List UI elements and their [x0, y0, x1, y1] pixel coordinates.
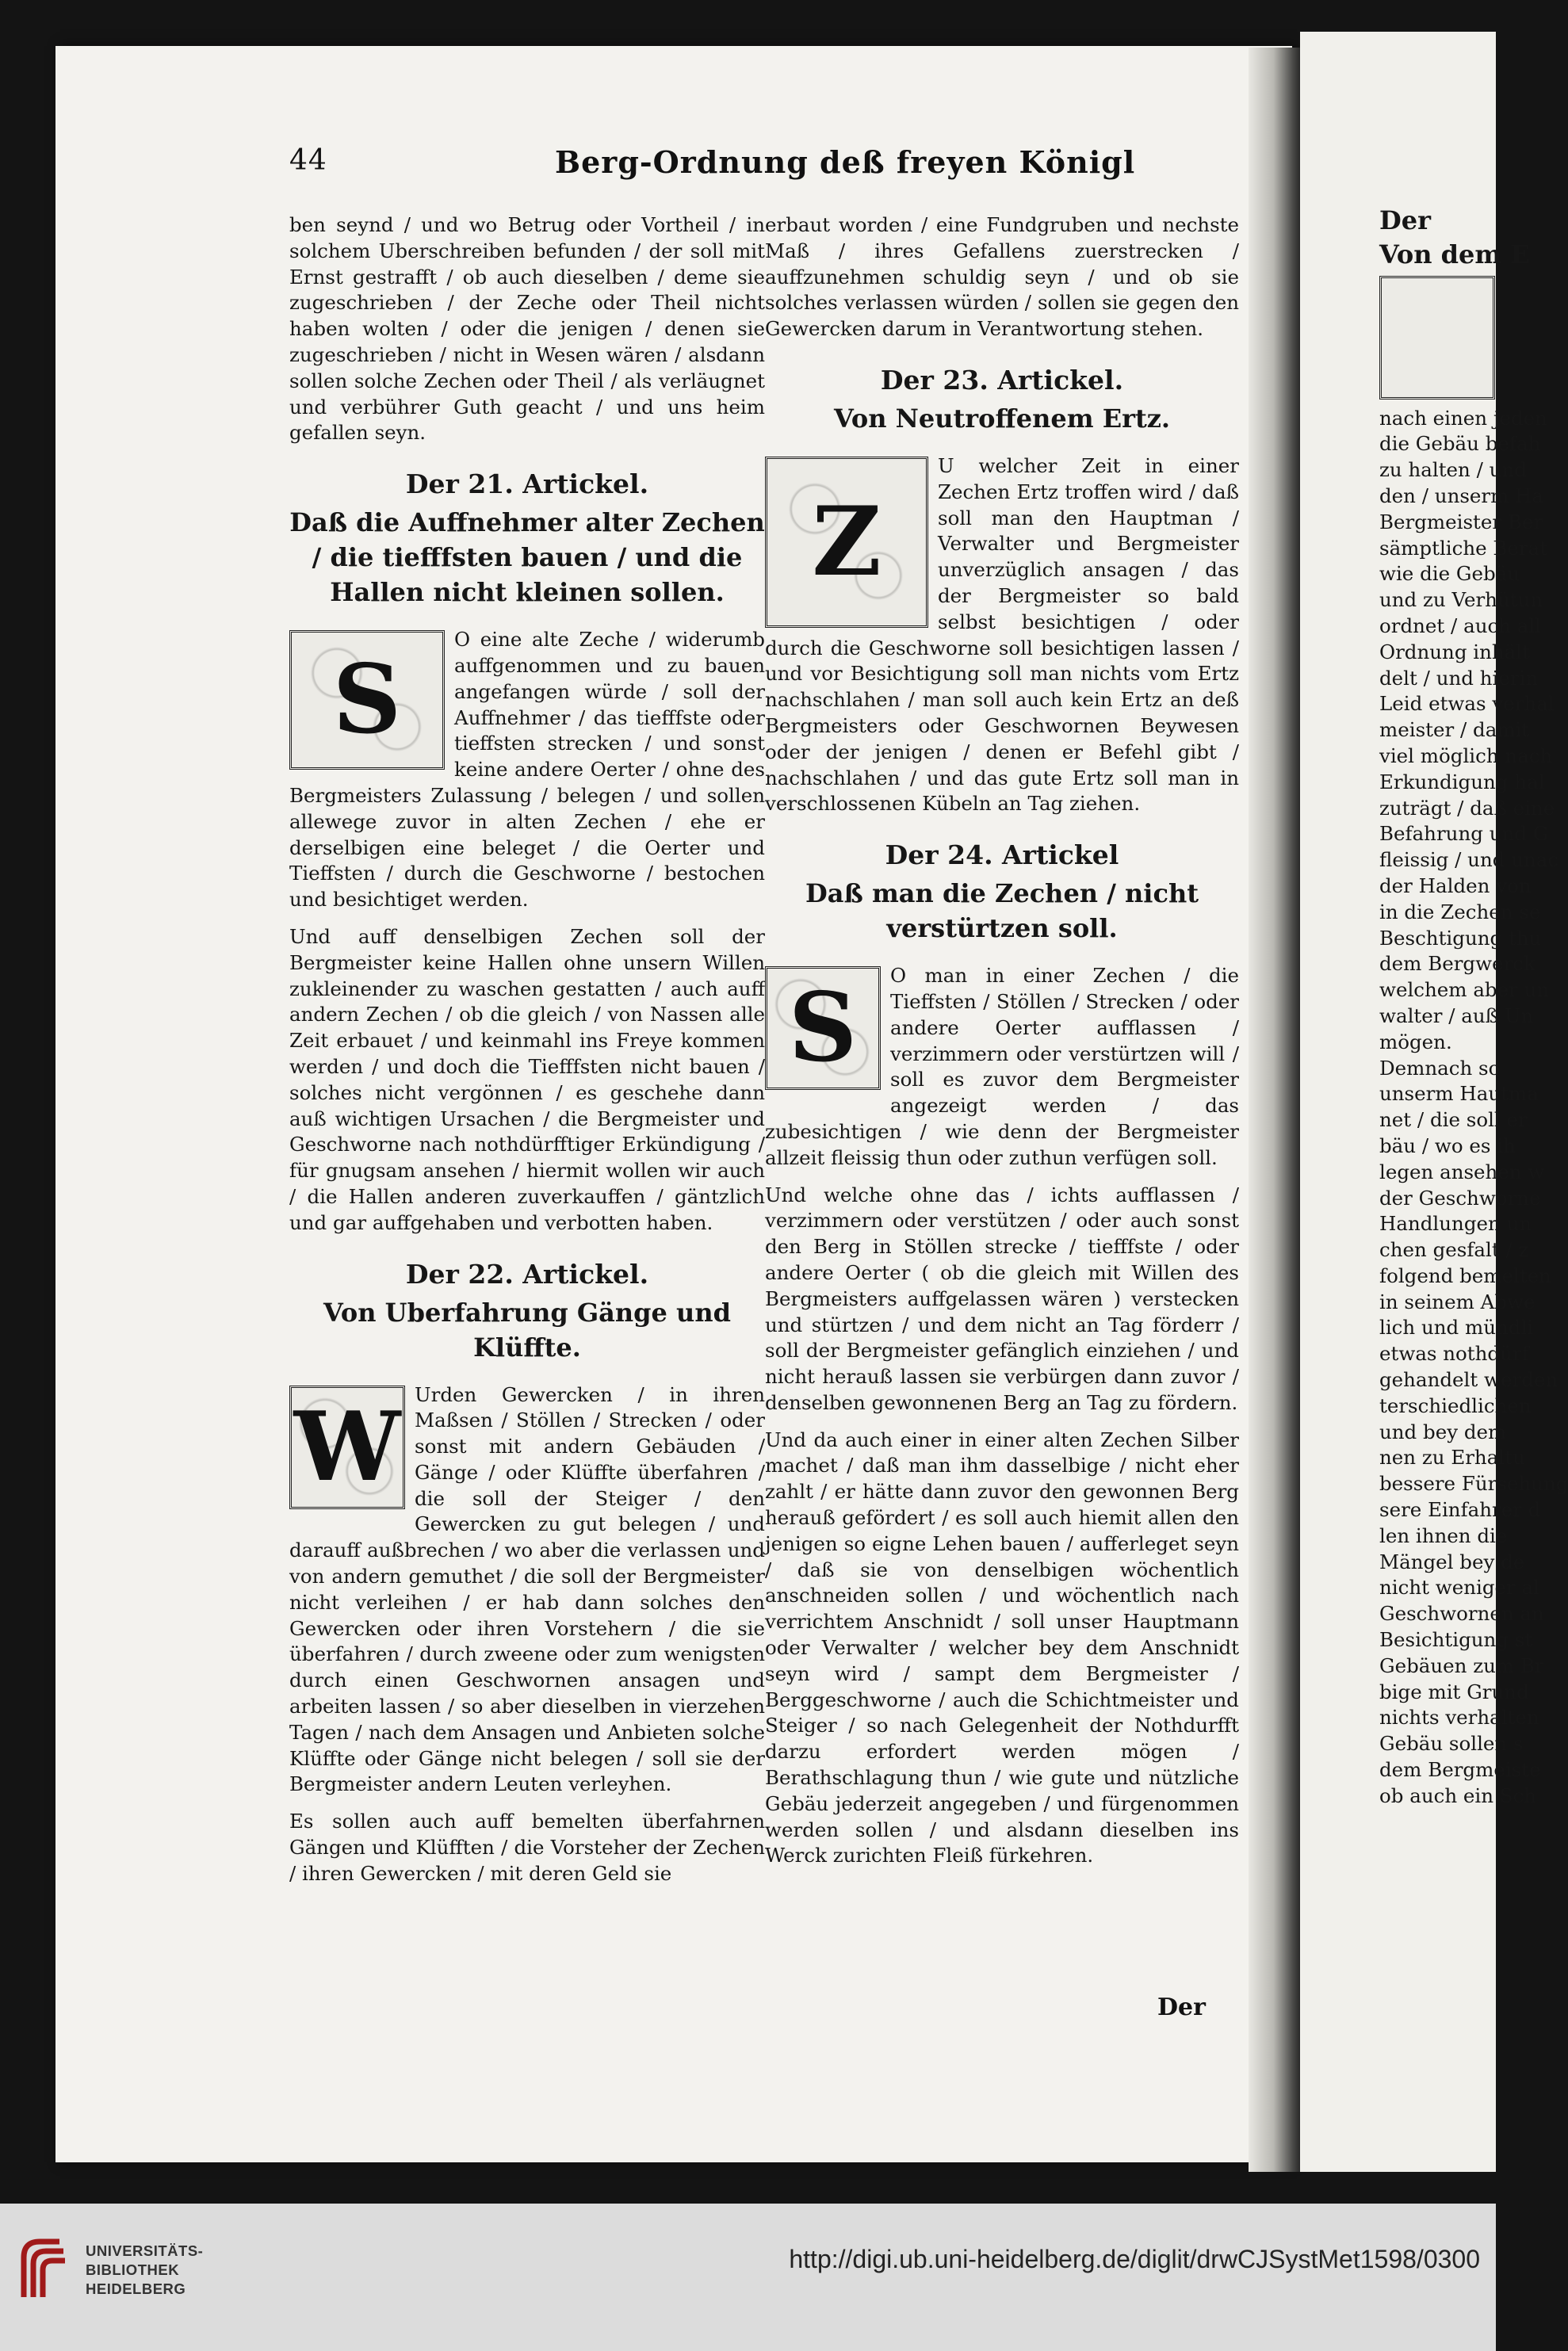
- right-page-line: Erkundigung hal: [1379, 770, 1545, 793]
- right-page-line: zu halten / und: [1379, 458, 1527, 482]
- right-page-line: Demnach so: [1379, 1056, 1501, 1080]
- right-page-line: ordnet / auch all: [1379, 614, 1542, 637]
- article-22-subheading: Von Uberfahrung Gänge und Klüffte.: [323, 1297, 731, 1363]
- right-page-line: und bey dem: [1379, 1420, 1507, 1443]
- right-page-line: und zu Verhütun: [1379, 588, 1543, 612]
- right-page-subheading: Von dem E: [1379, 239, 1530, 270]
- right-page-line: dem Bergwerck: [1379, 952, 1535, 976]
- right-page-line: Gebäuen zum Br: [1379, 1653, 1544, 1677]
- right-page-line: Besichtigung st: [1379, 1628, 1533, 1652]
- library-name: UNIVERSITÄTS- BIBLIOTHEK HEIDELBERG: [86, 2242, 204, 2297]
- article-21-paragraph-1: O eine alte Zeche / widerumb auffgenommen und zu bauen angefangen würde / soll der Auffnehmer / das tiefffste oder tieffsten strecken / und sonst keine andere Oerter / ohne des Bergmeisters Zulassung / belegen / und sollen allewege zuvor in alten Zechen / ehe er derselbigen eine beleget / die Oerter und Tieffsten / durch die Geschworne / bestochen und besichtiget werden.: [289, 628, 765, 912]
- right-page-line: Beschtigung thu: [1379, 926, 1542, 950]
- library-logo-icon: [16, 2234, 71, 2305]
- right-page-line: fleissig / und unac: [1379, 848, 1559, 872]
- right-page-line: nichts verhalten: [1379, 1706, 1539, 1730]
- decorated-initial: [289, 630, 445, 770]
- right-page-line: wie die Gebäu: [1379, 562, 1520, 586]
- article-21-heading: Der 21. Artickel.: [405, 468, 649, 500]
- article-24-paragraph-3: Und da auch einer in einer alten Zechen Silber machet / daß man ihm dasselbige / nicht eher zahlt / er hätte dann zuvor den gewonnen Berg herauß gefördert / es soll auch hiemit allen den jenigen so eigne Lehen bauen / aufferleget seyn / daß sie von denselbigen wöchentlich anschneiden sollen / und wöchentlich nach verrichtem Anschnidt / soll unser Hauptmann oder Verwalter / welcher bey dem Anschnidt seyn wird / sampt dem Bergmeister / Berggeschworne / auch die Schichtmeister und Steiger / so nach Gelegenheit der Nothdurfft darzu erfordert werden mögen / Berathschlagung thun / wie gute und nützliche Gebäu jederzeit angegeben / und fürgenommen werden sollen / und alsdann dieselben ins Werck zurichten Fleiß fürkehren.: [765, 1428, 1239, 1867]
- running-title: Berg-Ordnung deß freyen Königl: [555, 144, 1136, 180]
- right-page-line: der Halden von: [1379, 874, 1532, 897]
- right-page-line: in seinem Abwe: [1379, 1290, 1535, 1313]
- right-page-line: den / unserm Ha: [1379, 484, 1544, 507]
- article-24-heading: Der 24. Artickel: [885, 839, 1119, 871]
- article-24-paragraph-1: O man in einer Zechen / die Tieffsten / Stöllen / Strecken / oder andere Oerter aufflassen / verzimmern oder verstürtzen will / soll es zuvor dem Bergmeister angezeigt werden / das zubesichtigen / wie denn der Bergmeister allzeit fleissig thun oder zuthun verfügen soll.: [765, 964, 1239, 1169]
- right-page-line: dem Bergmeiste: [1379, 1758, 1541, 1782]
- right-page-line: der Geschworne: [1379, 1186, 1541, 1210]
- right-page-fragment: [1300, 32, 1568, 2172]
- right-page-line: Ordnung inhält: [1379, 640, 1530, 663]
- left-column: [289, 212, 765, 1898]
- right-page-line: lich und mündli: [1379, 1316, 1534, 1340]
- initial-letter: Z: [812, 485, 882, 598]
- right-page-line: welchem aber un: [1379, 978, 1550, 1002]
- right-page-line: etwas nothdürf: [1379, 1342, 1529, 1366]
- right-page-line: Leid etwas verhal: [1379, 692, 1555, 716]
- right-page-line: walter / auß Un: [1379, 1003, 1534, 1027]
- article-22-heading: Der 22. Artickel.: [405, 1258, 649, 1290]
- article-23-subheading: Von Neutroffenem Ertz.: [833, 403, 1171, 434]
- right-page-line: chen gesfalt / z: [1379, 1238, 1529, 1262]
- right-page-line: bessere Fürsehung: [1379, 1472, 1568, 1496]
- right-page-line: mögen.: [1379, 1030, 1452, 1053]
- article-21-subheading: Daß die Auffnehmer alter Zechen / die tiefffsten bauen / und die Hallen nicht kleinen sollen.: [289, 507, 765, 608]
- decorated-initial: [765, 457, 928, 628]
- right-page-line: Bergmeister Ber: [1379, 510, 1543, 533]
- right-page-line: nicht weniger al: [1379, 1576, 1539, 1600]
- intro-paragraph: ben seynd / und wo Betrug oder Vortheil / in solchem Uberschreiben befunden / der soll mit Ernst gestrafft / ob auch dieselben / deme sie zugeschrieben / der Zeche oder Theil nicht haben wolten / oder die jenigen / denen sie zugeschrieben / nicht in Wesen wären / alsdann sollen solche Zechen oder Theil / als verläugnet und verbührer Guth geacht / und uns heim gefallen seyn.: [289, 213, 765, 445]
- article-24-subheading: Daß man die Zechen / nicht verstürtzen soll.: [805, 878, 1199, 944]
- book-gutter: [1249, 48, 1304, 2172]
- decorated-initial: [1379, 276, 1495, 399]
- right-page-line: nach einen jeden: [1379, 406, 1547, 430]
- right-page-line: delt / und hierin: [1379, 666, 1539, 690]
- article-22-paragraph-2: Es sollen auch auff bemelten überfahrnen Gängen und Klüfften / die Vorsteher der Zechen / ihren Gewercken / mit deren Geld sie: [289, 1810, 765, 1885]
- right-page-line: ob auch ein Sch: [1379, 1783, 1537, 1807]
- right-page-line: bige mit Grund: [1379, 1680, 1529, 1703]
- permalink-url[interactable]: http://digi.ub.uni-heidelberg.de/diglit/drwCJSystMet1598/0300: [789, 2245, 1480, 2273]
- right-page-line: die Gebäu befah: [1379, 432, 1541, 456]
- decorated-initial: [289, 1386, 405, 1509]
- article-22-paragraph-1: Urden Gewercken / in ihren Maßsen / Stöllen / Strecken / oder sonst mit andern Gebäuden / Gänge / oder Klüffte überfahren / die soll der Steiger / den Gewercken zu gut belegen / und darauff außbrechen / wo aber die verlassen und von andern gemuthet / die soll der Bergmeister nicht verleihen / er hab dann solches den Gewercken oder ihren Vorstehern / die sie überfahren / durch zweene oder zum wenigsten durch einen Geschwornen ansagen und arbeiten lassen / so aber dieselben in vierzehen Tagen / nach dem Ansagen und Anbieten solche Klüffte oder Gänge nicht belegen / soll sie der Bergmeister andern Leuten verleyhen.: [289, 1382, 765, 1796]
- intro-paragraph: erbaut worden / eine Fundgruben und nechste Maß / ihres Gefallens zuerstrecken / auffzunehmen schuldig seyn / und ob sie solches verlassen würden / sollen sie gegen den Gewercken darum in Verantwortung stehen.: [765, 213, 1239, 341]
- catchword: Der: [1157, 1994, 1206, 2021]
- right-page-line: gehandelt werden: [1379, 1368, 1558, 1392]
- right-page-line: len ihnen die: [1379, 1523, 1508, 1547]
- right-column: [765, 212, 1239, 1880]
- right-page-line: unserm Hautma: [1379, 1082, 1539, 1106]
- right-page-line: Gebäu sollen s: [1379, 1732, 1524, 1756]
- right-page-line: viel möglich nach: [1379, 744, 1553, 767]
- decorated-initial: [765, 966, 881, 1090]
- right-page-line: terschiedlichen: [1379, 1393, 1532, 1417]
- page-number: 44: [289, 144, 327, 177]
- right-page-line: folgend bemelten: [1379, 1263, 1551, 1287]
- article-24-paragraph-2: Und welche ohne das / ichts aufflassen / verzimmern oder verstützen / oder auch sonst den Berg in Stöllen strecke / tiefffste / oder andere Oerter ( ob die gleich mit Willen des Bergmeisters auffgelassen wären ) verstecken und stürtzen / und dem nicht an Tag förderr / soll der Bergmeister gefänglich einziehen / und nicht herauß lassen sie verbürgen dann zuvor / denselben gewonnenen Berg an Tag zu fördern.: [765, 1183, 1239, 1414]
- right-page-line: Befahrung und G: [1379, 822, 1549, 846]
- initial-letter: S: [788, 972, 858, 1084]
- right-page-line: Mängel bey de: [1379, 1550, 1525, 1573]
- right-page-line: meister / damit: [1379, 718, 1530, 742]
- right-page-line: legen ansehen w: [1379, 1160, 1545, 1183]
- right-page-line: in die Zechen se: [1379, 900, 1541, 923]
- viewer-footer: [0, 2204, 1496, 2351]
- right-page-heading: Der: [1379, 205, 1431, 235]
- article-23-heading: Der 23. Artickel.: [880, 364, 1124, 396]
- right-page-line: nen zu Erhaltu: [1379, 1446, 1525, 1470]
- article-23-paragraph-1: U welcher Zeit in einer Zechen Ertz troffen wird / daß soll man den Hauptman / Verwalter und Bergmeister unverzüglich ansagen / das der Bergmeister so bald selbst besichtigen / oder durch die Geschworne soll besichtigen lassen / und vor Besichtigung soll man nichts vom Ertz nachschlahen / man soll auch kein Ertz an deß Bergmeisters oder Geschwornen Beywesen oder der jenigen / denen er Befehl gibt / nachschlahen / und das gute Ertz soll man in verschlossenen Kübeln an Tag ziehen.: [765, 453, 1239, 816]
- right-page-text: [1379, 205, 1568, 1810]
- right-page-line: Geschwornen an: [1379, 1602, 1544, 1626]
- initial-letter: S: [332, 644, 402, 756]
- right-page-line: net / die soll er: [1379, 1108, 1528, 1132]
- right-page-line: zuträgt / daß eine: [1379, 796, 1555, 820]
- right-page-line: Handlungen un: [1379, 1212, 1532, 1236]
- initial-letter: W: [293, 1390, 401, 1503]
- right-page-line: sere Einfahrer d: [1379, 1498, 1541, 1522]
- right-page-line: sämptliche Berat: [1379, 536, 1548, 560]
- right-page-line: bäu / wo es ih: [1379, 1133, 1516, 1157]
- article-21-paragraph-2: Und auff denselbigen Zechen soll der Bergmeister keine Hallen ohne unsern Willen zukleinender zu waschen gestatten / auch auff andern Zechen / ob die gleich / von Nassen alle Zeit erbauet / und keinmahl ins Freye kommen werden / und doch die Tiefffsten nicht bauen / solches nicht vergönnen / es geschehe dann auß wichtigen Ursachen / die Bergmeister und Geschworne nach nothdürfftiger Erkündigung / für gnugsam ansehen / hiermit wollen wir auch / die Hallen anderen zuverkauffen / gäntzlich und gar auffgehaben und verbotten haben.: [289, 924, 765, 1234]
- right-page-lines: [1379, 406, 1568, 1810]
